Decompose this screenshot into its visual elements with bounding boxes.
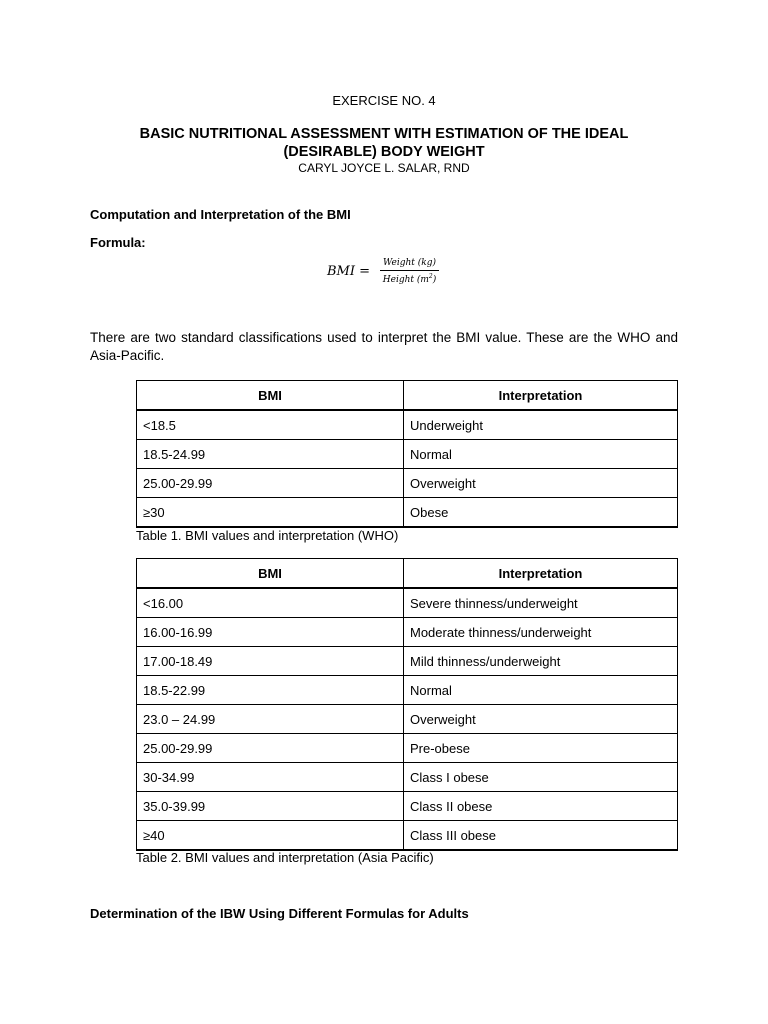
interpretation-cell: Class III obese — [404, 821, 678, 851]
document-title — [0, 125, 768, 161]
interpretation-cell: Overweight — [404, 469, 678, 498]
title-line-1: BASIC NUTRITIONAL ASSESSMENT WITH ESTIMATION OF THE IDEAL — [139, 126, 629, 142]
interpretation-cell: Underweight — [404, 410, 678, 440]
bmi-cell: ≥30 — [137, 498, 404, 528]
who-bmi-table — [136, 380, 678, 528]
interpretation-cell: Normal — [404, 676, 678, 705]
bmi-section-heading: Computation and Interpretation of the BMI — [90, 207, 351, 222]
table-row — [137, 763, 678, 792]
interpretation-cell: Obese — [404, 498, 678, 528]
table-row — [137, 440, 678, 469]
formula-fraction — [380, 258, 439, 285]
table-row — [137, 792, 678, 821]
table1-caption: Table 1. BMI values and interpretation (WHO) — [136, 528, 399, 543]
table-row — [137, 647, 678, 676]
interpretation-cell: Normal — [404, 440, 678, 469]
bmi-cell: 35.0-39.99 — [137, 792, 404, 821]
table-row — [137, 498, 678, 528]
table-header-row — [137, 381, 678, 411]
bmi-cell: 25.00-29.99 — [137, 734, 404, 763]
bmi-cell: 18.5-22.99 — [137, 676, 404, 705]
table-row — [137, 821, 678, 851]
table-row — [137, 618, 678, 647]
bmi-cell: 25.00-29.99 — [137, 469, 404, 498]
column-header-interpretation: Interpretation — [404, 381, 678, 411]
table-row — [137, 588, 678, 618]
interpretation-cell: Overweight — [404, 705, 678, 734]
bmi-cell: <16.00 — [137, 588, 404, 618]
table-row — [137, 676, 678, 705]
ibw-section-heading: Determination of the IBW Using Different Formulas for Adults — [90, 906, 469, 921]
bmi-cell: ≥40 — [137, 821, 404, 851]
bmi-cell: 17.00-18.49 — [137, 647, 404, 676]
bmi-cell: <18.5 — [137, 410, 404, 440]
column-header-bmi: BMI — [137, 559, 404, 589]
column-header-interpretation: Interpretation — [404, 559, 678, 589]
formula-lhs: BMI = — [327, 264, 371, 279]
interpretation-cell: Class I obese — [404, 763, 678, 792]
formula-exponent: 2 — [428, 273, 433, 280]
table-header-row — [137, 559, 678, 589]
asia-pacific-bmi-table — [136, 558, 678, 851]
table2-caption: Table 2. BMI values and interpretation (Asia Pacific) — [136, 850, 434, 865]
bmi-formula — [327, 258, 439, 285]
interpretation-cell: Class II obese — [404, 792, 678, 821]
classification-paragraph: There are two standard classifications used to interpret the BMI value. These are the WHO and Asia-Pacific. — [90, 330, 678, 363]
table-row — [137, 410, 678, 440]
interpretation-cell: Pre-obese — [404, 734, 678, 763]
formula-numerator: Weight (kg) — [380, 258, 439, 271]
table-row — [137, 734, 678, 763]
bmi-cell: 30-34.99 — [137, 763, 404, 792]
interpretation-cell: Moderate thinness/underweight — [404, 618, 678, 647]
exercise-number: EXERCISE NO. 4 — [332, 93, 436, 108]
formula-label: Formula: — [90, 235, 146, 250]
interpretation-cell: Mild thinness/underweight — [404, 647, 678, 676]
bmi-cell: 23.0 – 24.99 — [137, 705, 404, 734]
table-row — [137, 469, 678, 498]
formula-denominator — [383, 271, 436, 285]
column-header-bmi: BMI — [137, 381, 404, 411]
interpretation-cell: Severe thinness/underweight — [404, 588, 678, 618]
bmi-cell: 16.00-16.99 — [137, 618, 404, 647]
bmi-cell: 18.5-24.99 — [137, 440, 404, 469]
formula-denominator-prefix: Height (m — [382, 275, 429, 285]
author-name: CARYL JOYCE L. SALAR, RND — [298, 161, 470, 175]
title-line-2: (DESIRABLE) BODY WEIGHT — [283, 144, 485, 160]
table-row — [137, 705, 678, 734]
formula-denominator-suffix: ) — [432, 275, 437, 285]
